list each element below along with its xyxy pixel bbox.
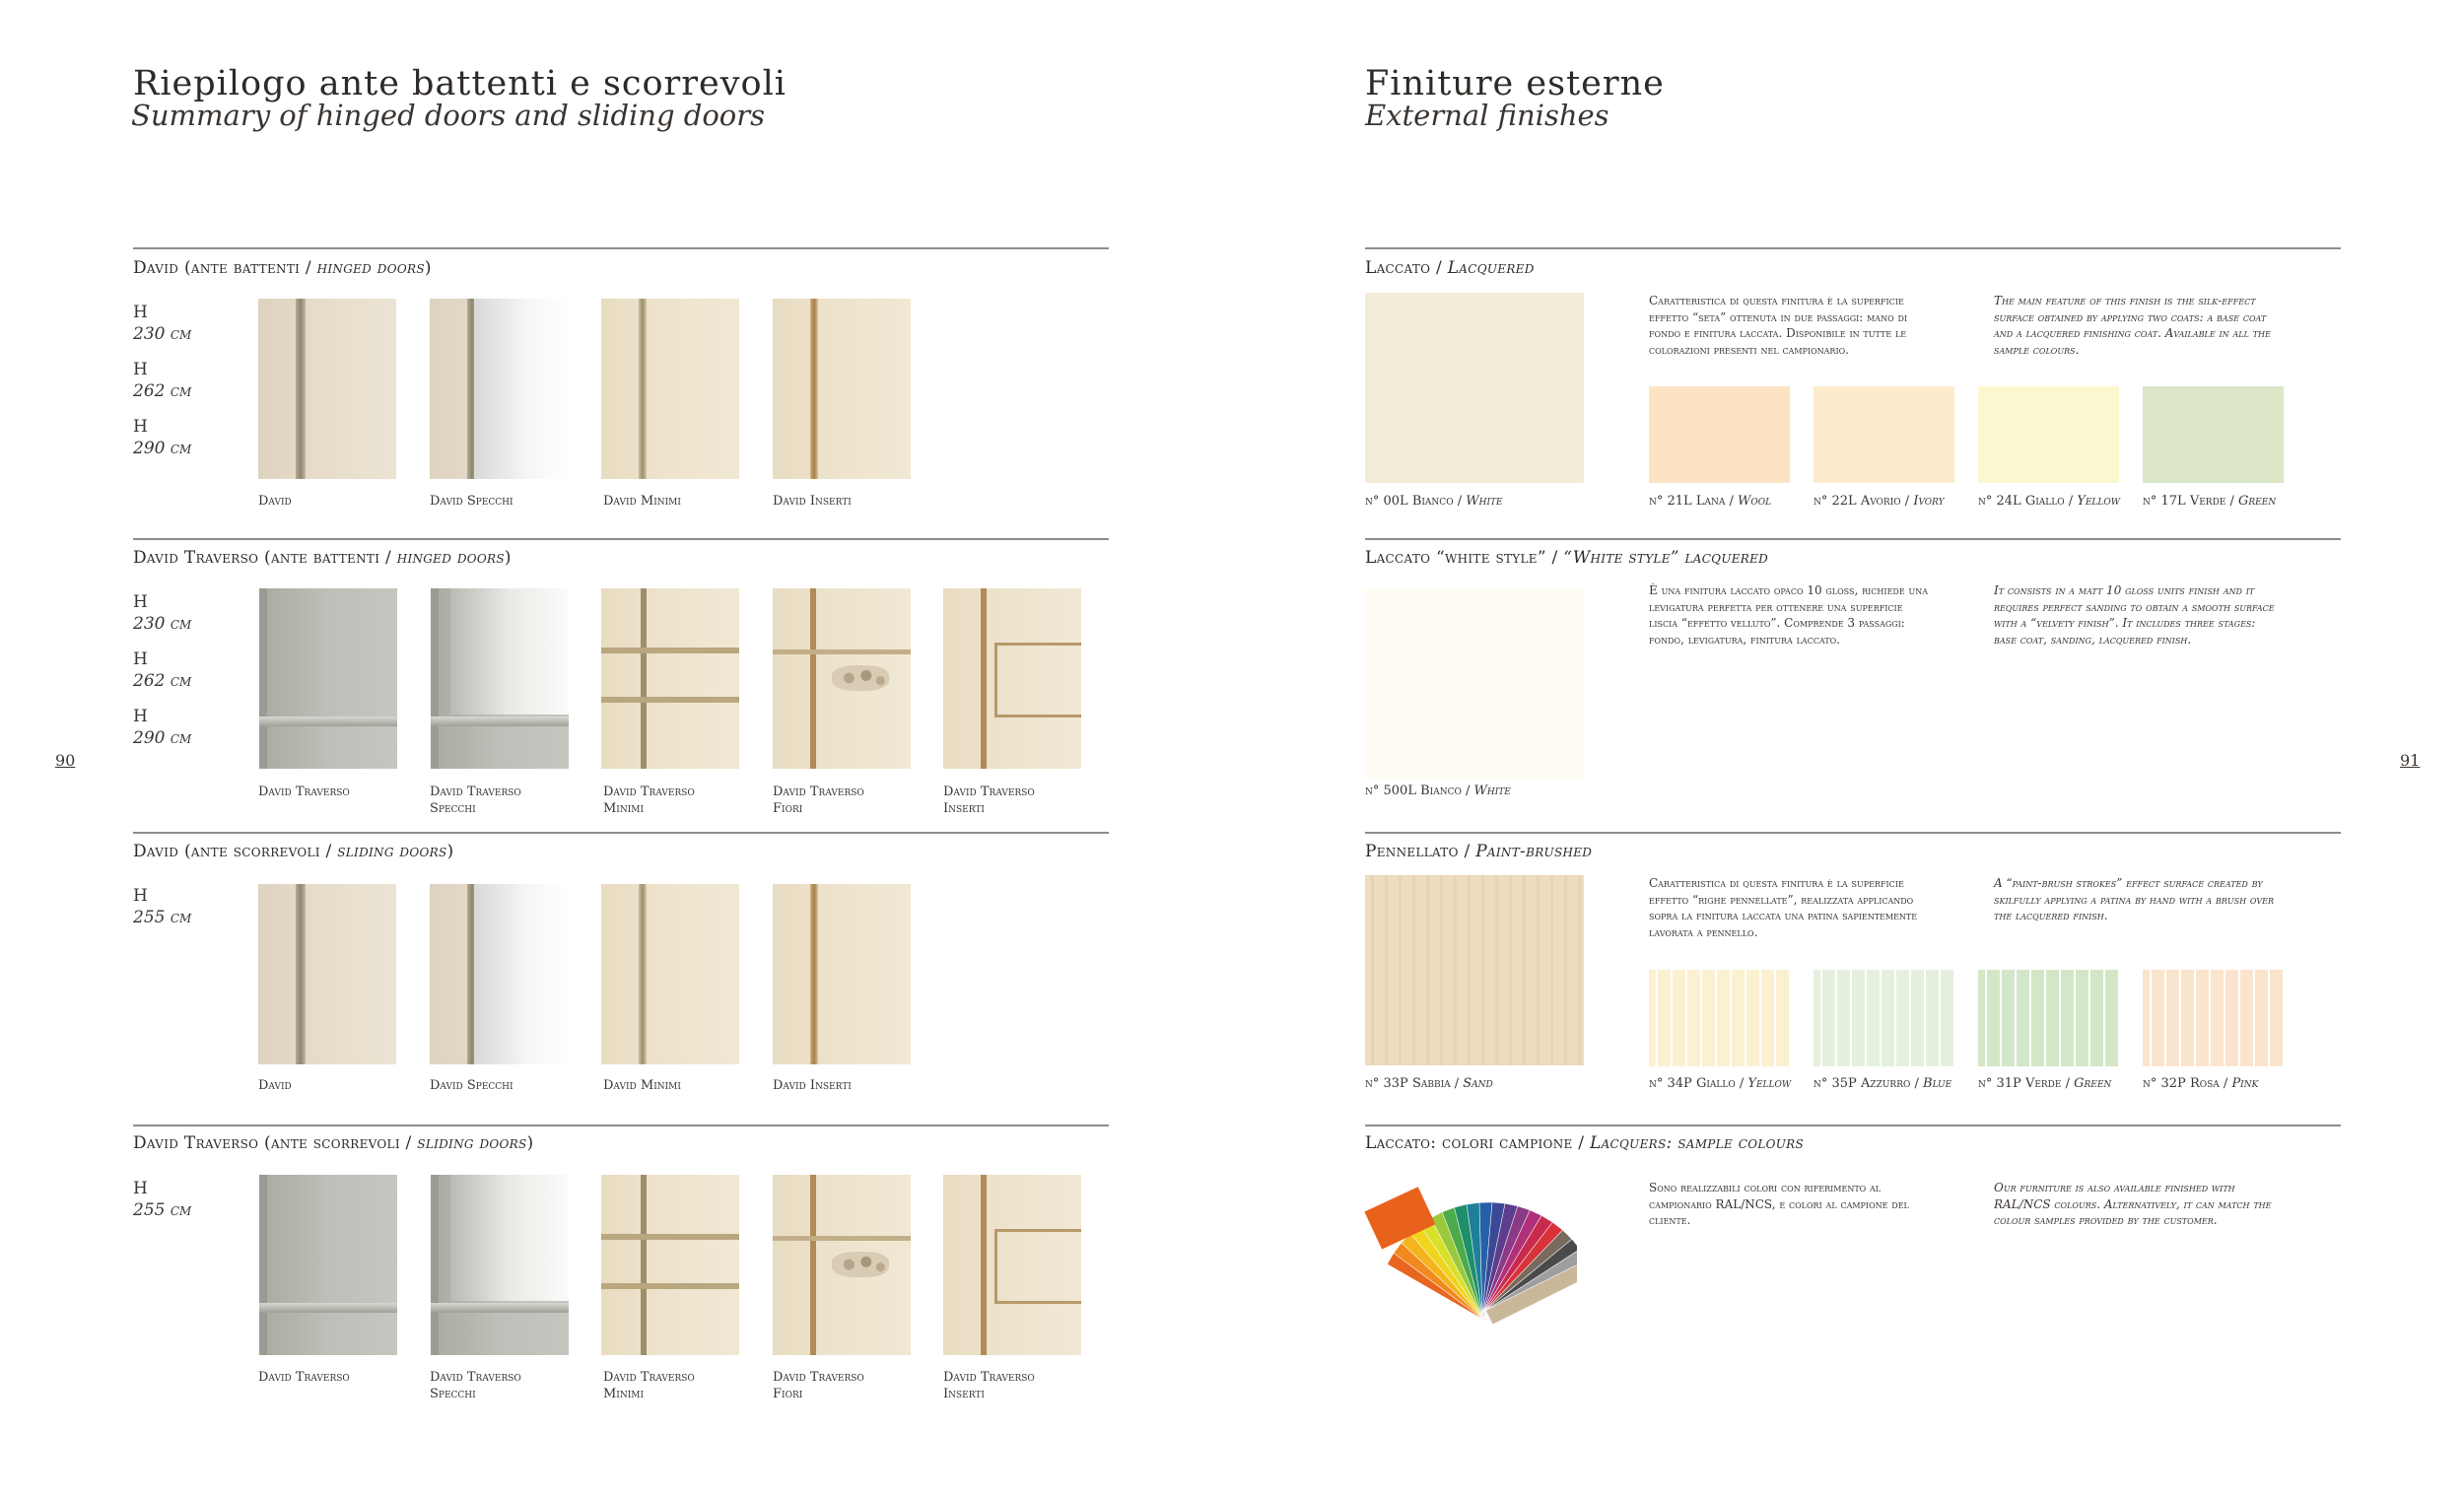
finish-swatch[interactable] [1978,386,2119,483]
door-label: David [258,1078,292,1093]
section-heading-laccato: Laccato / Lacquered [1365,258,1535,278]
swatch-label: n° 21L Lana / Wool [1649,494,1772,509]
finish-swatch[interactable] [2143,386,2284,483]
left-page-subtitle: Summary of hinged doors and sliding doors [131,99,765,132]
swatch-label: n° 500L Bianco / White [1365,784,1511,798]
swatch-label: n° 35P Azzurro / Blue [1814,1076,1952,1091]
door-label: David Traverso Specchi [430,784,521,816]
door-thumbnail-david-traverso-fiori[interactable] [773,588,911,769]
door-thumbnail-david-traverso-fiori[interactable] [773,1175,911,1355]
door-label: David Inserti [773,1078,852,1093]
door-thumbnail-david-inserti[interactable] [773,299,911,479]
door-label: David Traverso Inserti [943,1370,1035,1401]
section-heading-white-style: Laccato “white style” / “White style” lacquered [1365,548,1769,568]
door-label: David Traverso Fiori [773,1370,864,1401]
door-label: David Traverso [258,784,350,799]
finish-description-en: It consists in a matt 10 gloss units finish and it requires perfect sanding to obtain a smooth surface with a “velvety finish”. It includes three stages: base coat, sanding, lacquered finish. [1994,583,2275,647]
door-label: David Traverso Minimi [603,1370,695,1401]
door-label: David Traverso Inserti [943,784,1035,816]
colour-fan-image [1360,1168,1577,1365]
finish-description-en: A “paint-brush strokes” effect surface created by skilfully applying a patina by hand with a brush over the lacquered finish. [1994,876,2274,922]
section-heading-david-hinged: David (ante battenti / hinged doors) [133,258,432,278]
finish-description-it: Caratteristica di questa finitura è la superficie effetto “seta” ottenuta in due passaggi: mano di fondo e finitura laccata. Disponibile in tutte le colorazioni presenti nel campionario. [1649,294,1908,357]
right-page-subtitle: External finishes [1365,99,1609,132]
page-number-right: 91 [2400,751,2421,770]
finish-swatch[interactable] [1814,970,1954,1066]
finish-description-en: Our furniture is also available finished with RAL/NCS colours. Alternatively, it can match the colour samples provided by the customer. [1994,1181,2272,1227]
door-thumbnail-david-traverso[interactable] [259,588,397,769]
height-list: H 255 cm [133,886,192,927]
section-heading-david-sliding: David (ante scorrevoli / sliding doors) [133,842,454,861]
door-label: David Traverso Minimi [603,784,695,816]
door-label: David Minimi [603,1078,681,1093]
swatch-label: n° 00L Bianco / White [1365,494,1503,509]
door-thumbnail-david[interactable] [258,884,396,1064]
door-thumbnail-david-inserti[interactable] [773,884,911,1064]
section-divider [1365,538,2341,540]
section-divider [1365,247,2341,249]
section-heading-david-traverso-sliding: David Traverso (ante scorrevoli / sliding doors) [133,1133,534,1153]
section-heading-campione: Laccato: colori campione / Lacquers: sample colours [1365,1133,1805,1153]
finish-description-it: Sono realizzabili colori con riferimento al campionario RAL/NCS, e colori al campione del cliente. [1649,1181,1909,1227]
door-thumbnail-david-traverso-specchi[interactable] [431,588,569,769]
door-label: David Minimi [603,494,681,509]
swatch-label: n° 22L Avorio / Ivory [1814,494,1945,509]
door-thumbnail-david-traverso-specchi[interactable] [431,1175,569,1355]
swatch-label: n° 32P Rosa / Pink [2143,1076,2259,1091]
door-thumbnail-david-specchi[interactable] [430,299,568,479]
swatch-label: n° 33P Sabbia / Sand [1365,1076,1493,1091]
door-label: David Specchi [430,494,513,509]
finish-swatch-main[interactable] [1365,875,1584,1065]
door-thumbnail-david-specchi[interactable] [430,884,568,1064]
height-list: H 255 cm [133,1179,192,1220]
right-page-title: Finiture esterne [1365,64,1665,103]
section-divider [133,538,1109,540]
section-heading-pennellato: Pennellato / Paint-brushed [1365,842,1593,861]
swatch-label: n° 17L Verde / Green [2143,494,2277,509]
finish-swatch-main[interactable] [1365,588,1584,779]
door-thumbnail-david-traverso-inserti[interactable] [943,588,1081,769]
finish-description-en: The main feature of this finish is the silk-effect surface obtained by applying two coats: a base coat and a lacquered finishing coat. Available in all the sample colours. [1994,294,2271,357]
door-thumbnail-david-minimi[interactable] [601,299,739,479]
section-divider [133,832,1109,834]
door-thumbnail-david[interactable] [258,299,396,479]
door-label: David Traverso [258,1370,350,1385]
finish-swatch[interactable] [1649,970,1790,1066]
finish-swatch[interactable] [1978,970,2119,1066]
door-label: David Specchi [430,1078,513,1093]
swatch-label: n° 24L Giallo / Yellow [1978,494,2120,509]
door-thumbnail-david-traverso[interactable] [259,1175,397,1355]
section-divider [133,1125,1109,1126]
door-thumbnail-david-traverso-inserti[interactable] [943,1175,1081,1355]
swatch-label: n° 31P Verde / Green [1978,1076,2112,1091]
height-list: H 230 cm H 262 cm H 290 cm [133,303,192,458]
door-label: David Traverso Fiori [773,784,864,816]
door-thumbnail-david-traverso-minimi[interactable] [601,1175,739,1355]
door-thumbnail-david-minimi[interactable] [601,884,739,1064]
section-divider [1365,832,2341,834]
door-label: David Traverso Specchi [430,1370,521,1401]
finish-swatch[interactable] [1814,386,1954,483]
door-label: David [258,494,292,509]
height-list: H 230 cm H 262 cm H 290 cm [133,592,192,748]
finish-swatch[interactable] [1649,386,1790,483]
swatch-label: n° 34P Giallo / Yellow [1649,1076,1792,1091]
section-divider [1365,1125,2341,1126]
finish-swatch-main[interactable] [1365,293,1584,483]
finish-description-it: È una finitura laccato opaco 10 gloss, richiede una levigatura perfetta per ottenere una superficie liscia “effetto velluto”. Comprende 3 passaggi: fondo, levigatura, finitura laccato. [1649,583,1928,647]
page-number-left: 90 [55,751,76,770]
section-heading-david-traverso-hinged: David Traverso (ante battenti / hinged doors) [133,548,512,568]
finish-swatch[interactable] [2143,970,2284,1066]
section-divider [133,247,1109,249]
left-page-title: Riepilogo ante battenti e scorrevoli [133,64,787,103]
door-label: David Inserti [773,494,852,509]
door-thumbnail-david-traverso-minimi[interactable] [601,588,739,769]
finish-description-it: Caratteristica di questa finitura è la superficie effetto “righe pennellate”, realizzata applicando sopra la finitura laccata una patina sapientemente lavorata a pennello. [1649,876,1918,939]
